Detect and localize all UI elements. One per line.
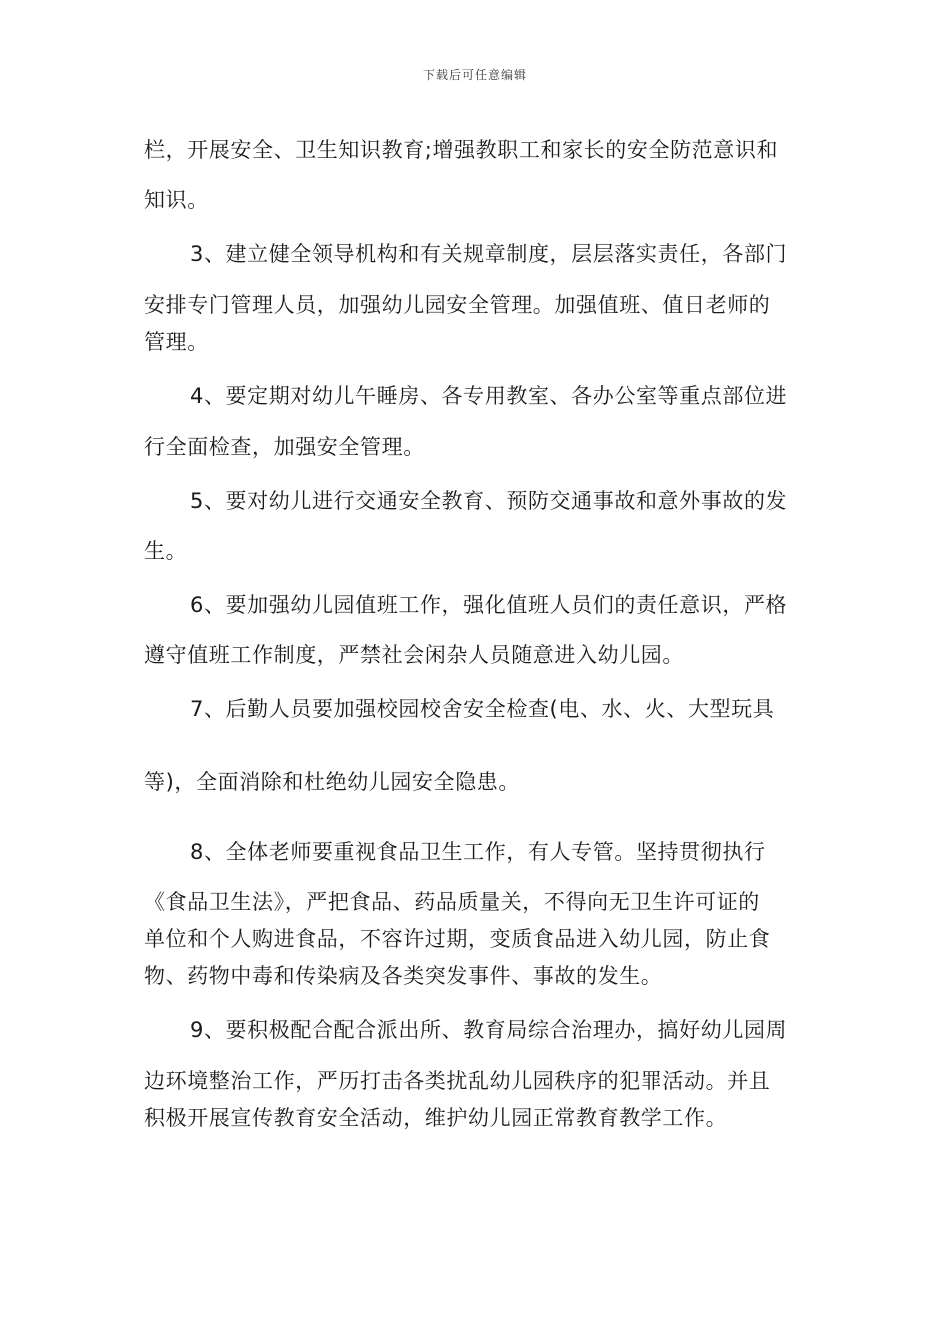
text-line: 生。 xyxy=(144,539,188,563)
text-line: 物、药物中毒和传染病及各类突发事件、事故的发生。 xyxy=(144,964,663,988)
text-line: 知识。 xyxy=(144,188,209,212)
list-item-8-line: 8、全体老师要重视食品卫生工作，有人专管。坚持贯彻执行 xyxy=(190,840,766,864)
text-line: 积极开展宣传教育安全活动，维护幼儿园正常教育教学工作。 xyxy=(144,1106,728,1130)
text-line: 遵守值班工作制度，严禁社会闲杂人员随意进入幼儿园。 xyxy=(144,643,684,667)
text-line: 单位和个人购进食品，不容许过期，变质食品进入幼儿园，防止食 xyxy=(144,927,771,951)
text-line: 等)，全面消除和杜绝幼儿园安全隐患。 xyxy=(144,770,520,794)
list-item-5-line: 5、要对幼儿进行交通安全教育、预防交通事故和意外事故的发 xyxy=(190,489,788,513)
text-line: 边环境整治工作，严历打击各类扰乱幼儿园秩序的犯罪活动。并且 xyxy=(144,1069,771,1093)
text-line: 行全面检查，加强安全管理。 xyxy=(144,435,425,459)
list-item-4-line: 4、要定期对幼儿午睡房、各专用教室、各办公室等重点部位进 xyxy=(190,384,788,408)
text-line: 《食品卫生法》，严把食品、药品质量关，不得向无卫生许可证的 xyxy=(144,890,760,914)
header-note: 下载后可任意编辑 xyxy=(422,68,527,82)
list-item-3-line: 3、建立健全领导机构和有关规章制度，层层落实责任，各部门 xyxy=(190,242,788,266)
list-item-9-line: 9、要积极配合配合派出所、教育局综合治理办，搞好幼儿园周 xyxy=(190,1018,788,1042)
list-item-7-line: 7、后勤人员要加强校园校舍安全检查(电、水、火、大型玩具 xyxy=(190,697,775,721)
text-line: 安排专门管理人员，加强幼儿园安全管理。加强值班、值日老师的 xyxy=(144,293,771,317)
list-item-6-line: 6、要加强幼儿园值班工作，强化值班人员们的责任意识，严格 xyxy=(190,593,788,617)
text-line: 管理。 xyxy=(144,330,209,354)
text-line: 栏，开展安全、卫生知识教育;增强教职工和家长的安全防范意识和 xyxy=(144,138,779,162)
